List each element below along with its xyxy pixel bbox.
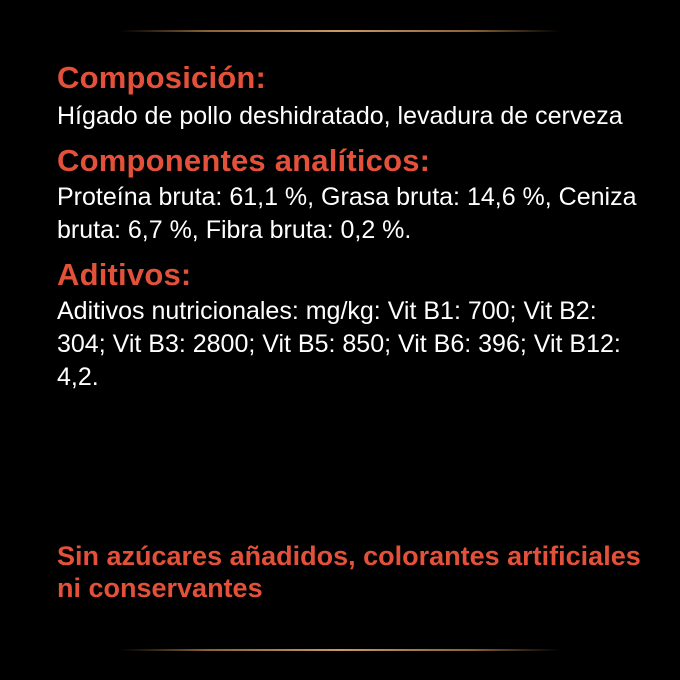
bottom-divider <box>120 649 560 651</box>
additives-text: Aditivos nutricionales: mg/kg: Vit B1: 700; Vit B2: 304; Vit B3: 2800; Vit B5: 850; Vit B6: 396; Vit B12: 4,2. <box>57 297 621 391</box>
top-divider <box>120 30 560 32</box>
composition-text: Hígado de pollo deshidratado, levadura de cerveza <box>57 102 623 130</box>
additives-heading: Aditivos: <box>57 257 192 292</box>
composition-heading: Composición: <box>57 60 267 95</box>
analytical-components-text: Proteína bruta: 61,1 %, Grasa bruta: 14,6 %, Ceniza bruta: 6,7 %, Fibra bruta: 0,2 %. <box>57 183 637 244</box>
analytical-components-heading: Componentes analíticos: <box>57 143 431 178</box>
no-additives-tagline: Sin azúcares añadidos, colorantes artificiales ni conservantes <box>57 541 641 603</box>
ingredients-panel <box>57 60 647 394</box>
